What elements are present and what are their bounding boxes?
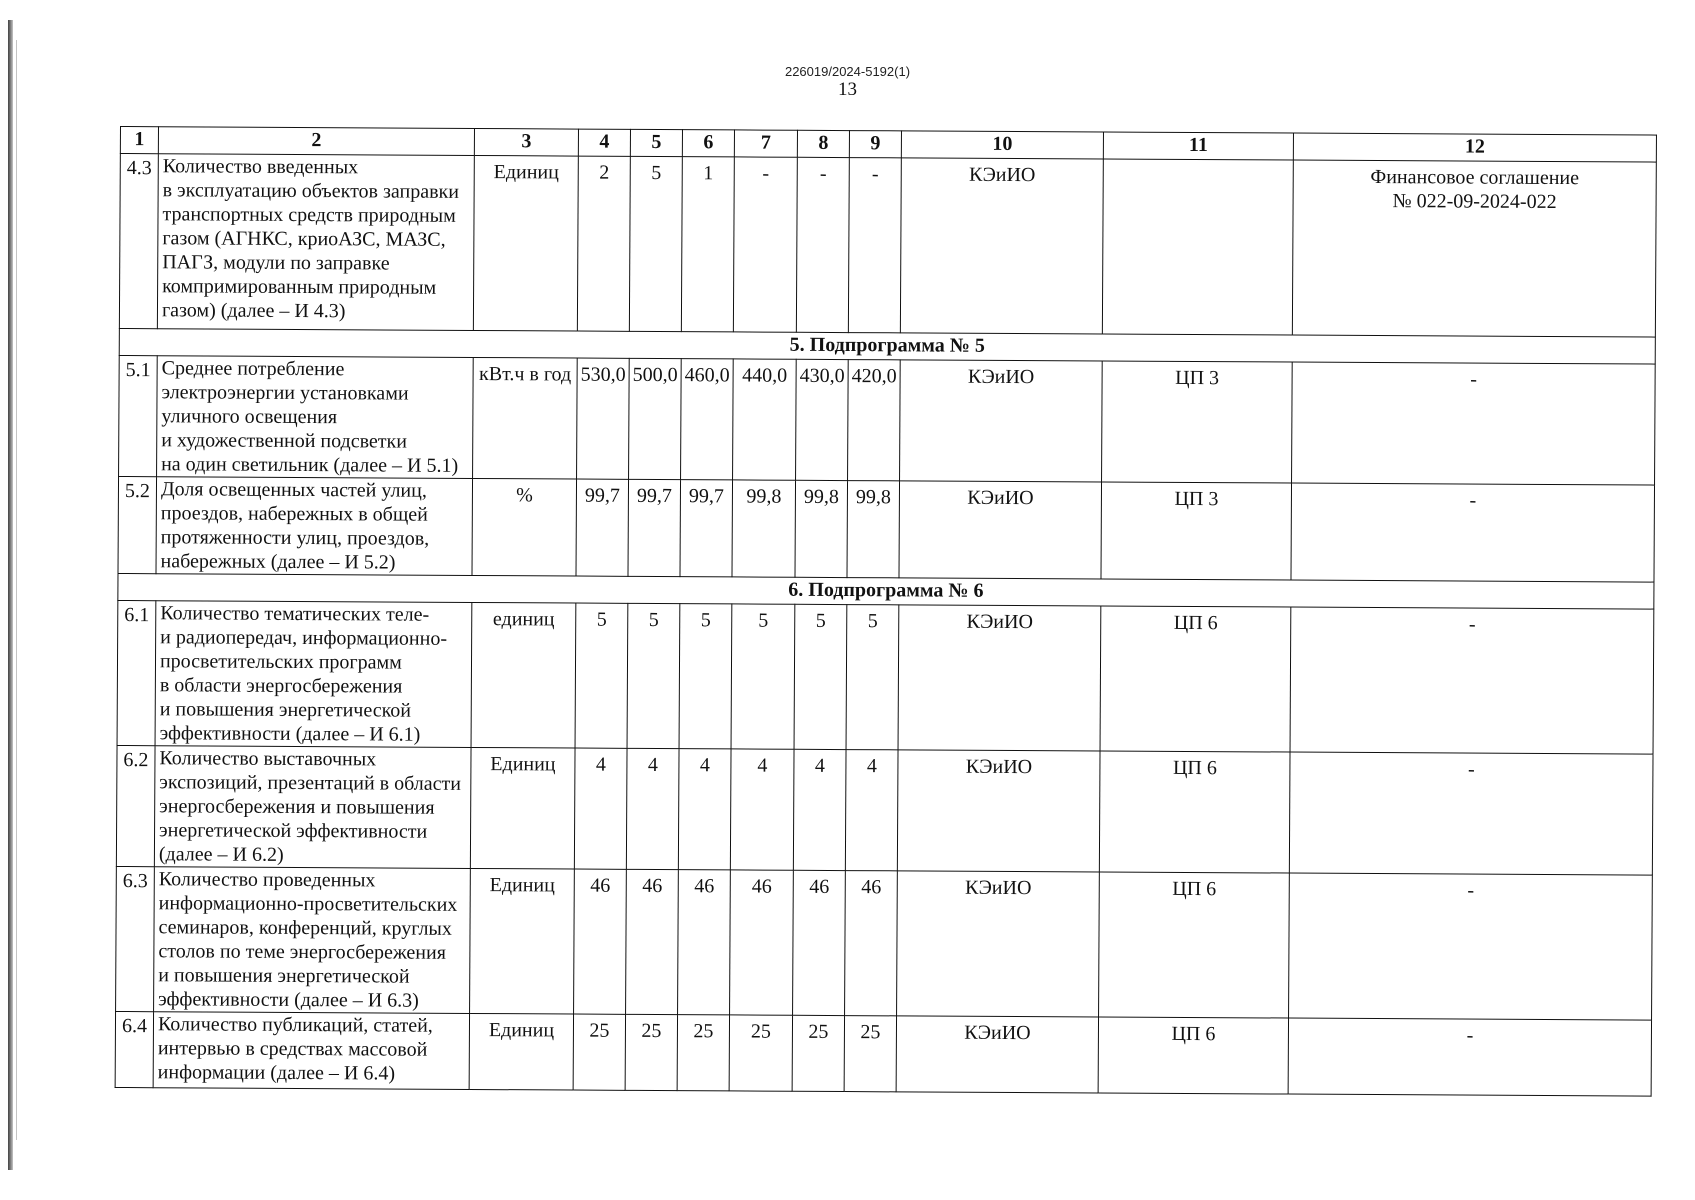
value-cell: 5: [846, 605, 899, 750]
responsible-cell: КЭиИО: [900, 158, 1103, 334]
value-cell: 25: [844, 1016, 896, 1092]
value-cell: 99,8: [847, 481, 900, 578]
goal-cell: ЦП 3: [1101, 482, 1292, 580]
col-number: 7: [734, 130, 797, 157]
value-cell: 4: [626, 748, 679, 869]
goal-cell: ЦП 6: [1099, 872, 1290, 1018]
responsible-cell: КЭиИО: [900, 360, 1103, 482]
col-number: 11: [1103, 132, 1293, 160]
value-cell: 500,0: [629, 358, 682, 479]
note-cell: -: [1289, 752, 1653, 875]
col-number: 5: [630, 129, 682, 156]
value-cell: 5: [679, 604, 732, 749]
value-cell: -: [733, 157, 797, 332]
value-cell: -: [796, 157, 849, 332]
col-number: 12: [1293, 133, 1656, 162]
section-title: 6. Подпрограмма № 6: [118, 573, 1654, 609]
value-cell: 46: [845, 871, 898, 1016]
row-number: 5.2: [118, 476, 157, 573]
value-cell: 460,0: [681, 359, 734, 480]
value-cell: 4: [793, 749, 846, 870]
value-cell: 46: [626, 869, 679, 1014]
indicator-name: Количество проведенных информационно-просветительских семинаров, конференций, круглых столов по теме энергосбережения и повышения энергетической эффективности (далее – И 6.3): [154, 867, 471, 1014]
value-cell: 99,7: [628, 479, 681, 576]
scan-edge-shadow: [8, 20, 13, 1170]
responsible-cell: КЭиИО: [899, 481, 1102, 579]
value-cell: 4: [678, 749, 731, 870]
col-number: 2: [158, 127, 474, 156]
goal-cell: ЦП 6: [1100, 606, 1291, 752]
value-cell: 5: [731, 604, 795, 749]
unit-cell: Единиц: [470, 747, 575, 869]
unit-cell: Единиц: [470, 868, 575, 1014]
value-cell: 5: [575, 603, 628, 748]
indicator-name: Количество введенных в эксплуатацию объектов заправки транспортных средств природным газом (АГНКС, криоАЗС, МАЗС, ПАГЗ, модули по заправке компримированным природным газом) (далее – И 4.3): [157, 154, 474, 331]
row-number: 4.3: [119, 154, 158, 329]
col-number: 8: [797, 130, 849, 157]
value-cell: 46: [730, 870, 794, 1015]
value-cell: 46: [574, 869, 627, 1014]
table-row: [116, 745, 1653, 875]
value-cell: 46: [793, 870, 846, 1015]
value-cell: -: [848, 158, 901, 333]
row-number: 6.2: [116, 745, 155, 866]
value-cell: 46: [678, 870, 731, 1015]
value-cell: 420,0: [848, 360, 901, 481]
section-title: 5. Подпрограмма № 5: [119, 328, 1655, 364]
goal-cell: ЦП 6: [1099, 751, 1290, 873]
value-cell: 25: [792, 1015, 844, 1091]
registration-number: 226019/2024-5192(1): [784, 64, 911, 79]
indicator-name: Количество выставочных экспозиций, презентаций в области энергосбережения и повышения энергетической эффективности (далее – И 6.2): [154, 746, 471, 869]
row-number: 6.1: [117, 600, 156, 745]
value-cell: 99,8: [795, 480, 848, 577]
col-number: 10: [901, 131, 1103, 159]
value-cell: 25: [677, 1015, 729, 1091]
responsible-cell: КЭиИО: [896, 1016, 1098, 1093]
col-number: 6: [682, 130, 734, 157]
unit-cell: кВт.ч в год: [473, 357, 578, 479]
note-cell: -: [1291, 483, 1655, 582]
col-number: 3: [474, 128, 578, 156]
value-cell: 4: [730, 749, 794, 870]
indicator-name: Доля освещенных частей улиц, проездов, набережных в общей протяженности улиц, проездов, набережных (далее – И 5.2): [156, 477, 473, 576]
indicator-name: Среднее потребление электроэнергии установками уличного освещения и художественной подсветки на один светильник (далее – И 5.1): [157, 356, 474, 479]
value-cell: 25: [625, 1014, 677, 1090]
goal-cell: [1102, 159, 1293, 335]
value-cell: 2: [577, 156, 630, 331]
value-cell: 5: [629, 156, 682, 331]
value-cell: 25: [729, 1015, 792, 1091]
indicator-name: Количество тематических теле- и радиопередач, информационно- просветительских программ в области энергосбережения и повышения энергетической эффективности (далее – И 6.1): [155, 601, 472, 748]
value-cell: 530,0: [577, 358, 630, 479]
note-cell: -: [1288, 1018, 1651, 1096]
note-cell: -: [1289, 873, 1653, 1020]
responsible-cell: КЭиИО: [897, 871, 1100, 1017]
unit-cell: единиц: [471, 602, 576, 748]
value-cell: 5: [627, 603, 680, 748]
indicator-name: Количество публикаций, статей, интервью в средствах массовой информации (далее – И 6.4): [153, 1012, 469, 1090]
table-row: [116, 866, 1653, 1020]
page-number: 13: [838, 79, 857, 100]
unit-cell: %: [472, 478, 577, 576]
document-sheet: [115, 126, 1656, 1097]
table-row: [115, 1011, 1651, 1096]
row-number: 6.3: [116, 866, 155, 1011]
value-cell: 99,7: [680, 480, 733, 577]
note-cell: -: [1290, 607, 1654, 754]
goal-cell: ЦП 3: [1102, 361, 1293, 483]
row-number: 5.1: [119, 355, 158, 476]
table-row: [118, 476, 1655, 582]
value-cell: 4: [574, 748, 627, 869]
goal-cell: ЦП 6: [1098, 1017, 1288, 1094]
table-row: [119, 154, 1656, 338]
note-cell: -: [1292, 362, 1656, 485]
unit-cell: Единиц: [473, 155, 578, 331]
value-cell: 99,8: [732, 480, 796, 577]
value-cell: 5: [794, 604, 847, 749]
col-number: 9: [849, 131, 901, 158]
unit-cell: Единиц: [469, 1013, 573, 1090]
col-number: 1: [120, 127, 158, 154]
value-cell: 25: [573, 1014, 625, 1090]
value-cell: 430,0: [796, 359, 849, 480]
value-cell: 1: [681, 157, 734, 332]
value-cell: 440,0: [733, 359, 797, 480]
note-cell: Финансовое соглашение № 022-09-2024-022: [1292, 160, 1656, 337]
responsible-cell: КЭиИО: [897, 750, 1100, 872]
col-number: 4: [578, 129, 630, 156]
value-cell: 4: [845, 750, 898, 871]
value-cell: 99,7: [576, 479, 629, 576]
responsible-cell: КЭиИО: [898, 605, 1101, 751]
table-row: [117, 600, 1654, 754]
scan-edge-line: [16, 40, 17, 1140]
table-row: [119, 355, 1656, 485]
indicators-table: [115, 126, 1657, 1097]
row-number: 6.4: [115, 1011, 153, 1087]
